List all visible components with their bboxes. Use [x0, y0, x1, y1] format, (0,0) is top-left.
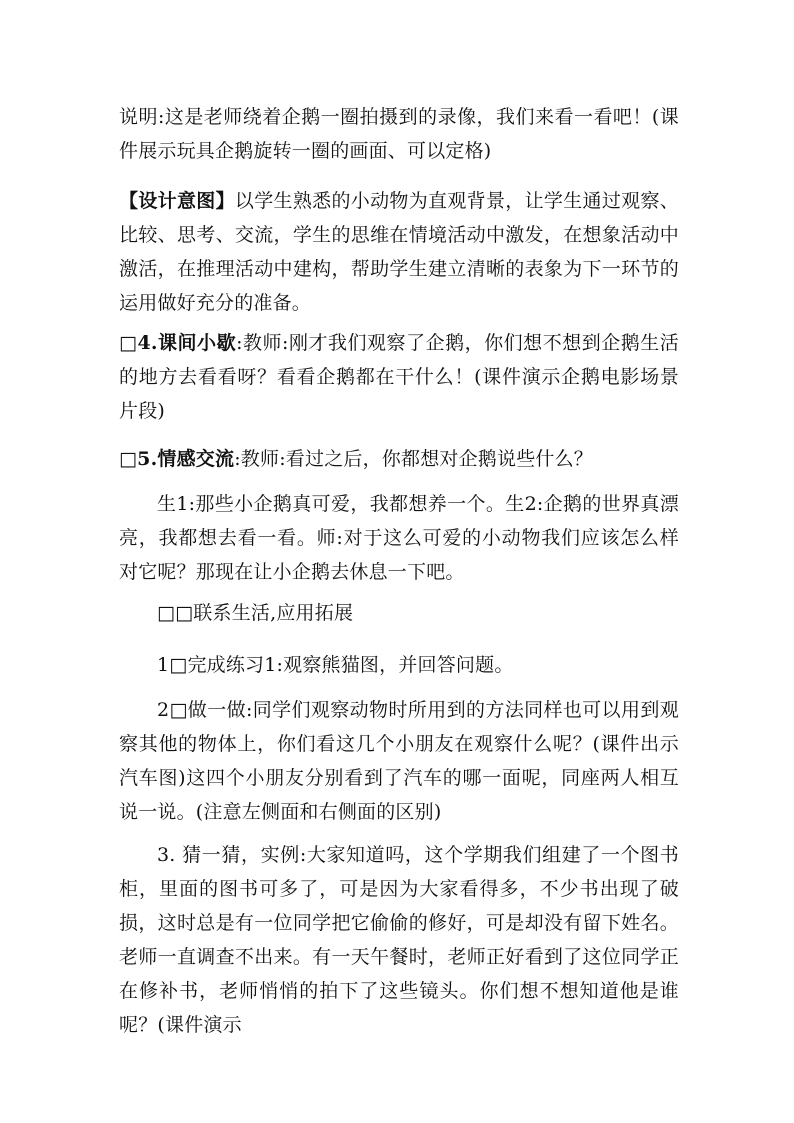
section-label-emotion: □5.情感交流: [119, 448, 235, 470]
paragraph-exercise-2: [119, 693, 679, 829]
paragraph-text: 说明:这是老师绕着企鹅一圈拍摄到的录像，我们来看一看吧！(课件展示玩具企鹅旋转一圈的画面、可以定格): [119, 106, 679, 162]
design-intent-label: 【设计意图】: [119, 190, 235, 212]
paragraph-text: 3. 猜一猜，实例:大家知道吗，这个学期我们组建了一个图书柜，里面的图书可多了，可是因为大家看得多，不少书出现了破损，这时总是有一位同学把它偷偷的修好，可是却没有留下姓名。老师一直调查不出来。有一天午餐时，老师正好看到了这位同学正在修补书，老师悄悄的拍下了这些镜头。你们想不想知道他是谁呢？(课件演示: [119, 844, 679, 1036]
heading-text: □□联系生活,应用拓展: [157, 602, 354, 624]
paragraph-text: 2□做一做:同学们观察动物时所用到的方法同样也可以用到观察其他的物体上，你们看这几个小朋友在观察什么呢？(课件出示汽车图)这四个小朋友分别看到了汽车的哪一面呢，同座两人相互说一说。(注意左侧面和右侧面的区别): [119, 699, 679, 823]
paragraph-exercise-1: [119, 648, 679, 682]
section-label-break: □4.课间小歇: [119, 332, 237, 354]
paragraph-text: 1□完成练习1:观察熊猫图，并回答问题。: [157, 654, 514, 676]
paragraph-text: 以学生熟悉的小动物为直观背景，让学生通过观察、比较、思考、交流，学生的思维在情境活动中激发，在想象活动中激活，在推理活动中建构，帮助学生建立清晰的表象为下一环节的运用做好充分的准备。: [119, 190, 679, 314]
paragraph-exercise-3: [119, 838, 679, 1042]
paragraph-text: :教师:刚才我们观察了企鹅，你们想不想到企鹅生活的地方去看看呀？看看企鹅都在干什么！(课件演示企鹅电影场景片段): [119, 332, 679, 422]
section-heading-apply: [119, 596, 679, 630]
paragraph-camera-note: [119, 100, 679, 168]
paragraph-emotion-section: [119, 442, 679, 476]
paragraph-design-intent: [119, 184, 679, 320]
paragraph-break-section: [119, 326, 679, 428]
paragraph-student-dialogue: [119, 487, 679, 589]
paragraph-text: 生1:那些小企鹅真可爱，我都想养一个。生2:企鹅的世界真漂亮，我都想去看一看。师:对于这么可爱的小动物我们应该怎么样对它呢？那现在让小企鹅去休息一下吧。: [119, 493, 679, 583]
paragraph-text: :教师:看过之后，你都想对企鹅说些什么？: [234, 448, 593, 470]
